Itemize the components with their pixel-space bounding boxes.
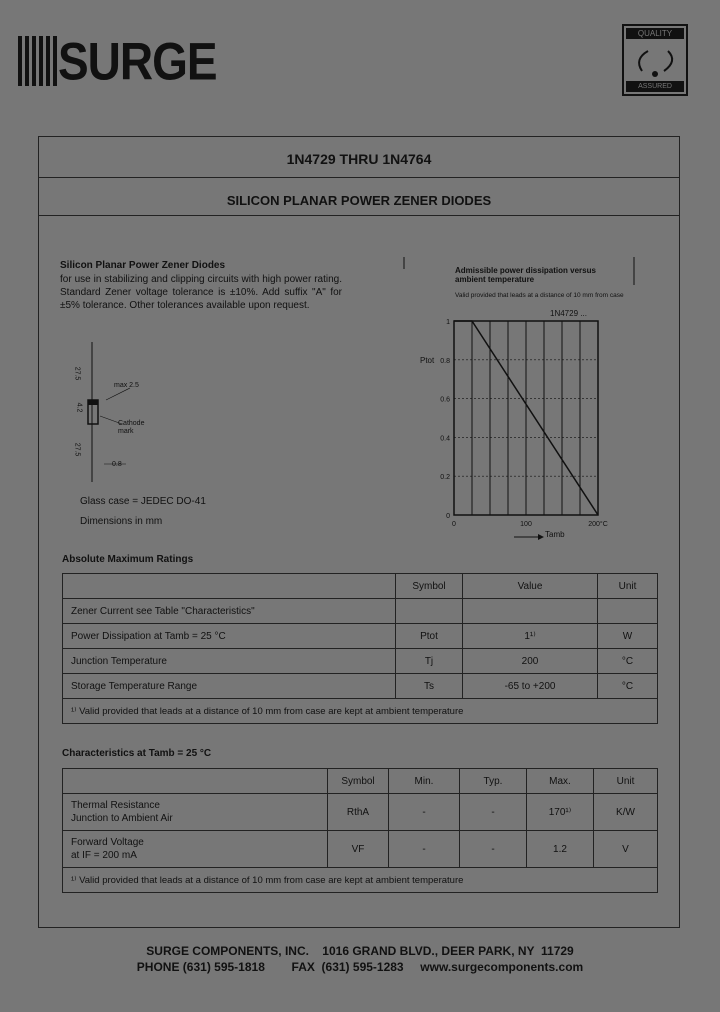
y-tick-label: 1 xyxy=(446,319,450,326)
header-cell: Symbol xyxy=(328,769,389,794)
table-row xyxy=(63,831,658,868)
table-note-row xyxy=(63,699,658,724)
table-header-row xyxy=(63,769,658,794)
pkg-label-lead-bottom: 27.5 xyxy=(73,442,81,457)
table-cell: °C xyxy=(598,674,658,699)
table-cell: - xyxy=(460,831,527,868)
param-condition: Junction to Ambient Air xyxy=(71,813,173,824)
graph-title: Admissible power dissipation versus ambient temperature xyxy=(455,266,596,284)
characteristics-table xyxy=(62,768,658,893)
footer-address: SURGE COMPONENTS, INC. 1016 GRAND BLVD., DEER PARK, NY 11729 xyxy=(146,944,574,958)
table-cell: RthA xyxy=(328,794,389,831)
ratings-heading: Absolute Maximum Ratings xyxy=(62,554,194,565)
table-row xyxy=(63,649,658,674)
table-cell: Ts xyxy=(396,674,463,699)
graph-series-label: 1N4729 ... xyxy=(550,309,587,318)
table-cell xyxy=(598,599,658,624)
power-derating-chart xyxy=(402,255,642,555)
table-cell: -65 to +200 xyxy=(463,674,598,699)
table-cell xyxy=(63,831,328,868)
description-text: for use in stabilizing and clipping circuits with high power rating. Standard Zener voltage tolerance is ±10%. Add suffix "A" for ±5% tolerance. Other tolerances available upon request. xyxy=(60,274,342,311)
x-tick-label: 0 xyxy=(452,521,456,528)
table-cell: - xyxy=(389,794,460,831)
pkg-label-lead: 0.8 xyxy=(112,461,122,468)
badge-top-text: QUALITY xyxy=(626,28,684,39)
graph-ylabel: Ptot xyxy=(420,356,435,365)
table-cell: VF xyxy=(328,831,389,868)
table-cell: - xyxy=(389,831,460,868)
table-cell xyxy=(396,599,463,624)
header-cell xyxy=(63,574,396,599)
table-row xyxy=(63,674,658,699)
table-cell: Zener Current see Table "Characteristics" xyxy=(63,599,396,624)
pkg-label-diameter: max 2.5 xyxy=(114,382,139,389)
quality-badge xyxy=(622,24,688,96)
footer-contact: PHONE (631) 595-1818 FAX (631) 595-1283 www.surgecomponents.com xyxy=(136,960,584,974)
header-cell: Value xyxy=(463,574,598,599)
badge-bottom-text: ASSURED xyxy=(626,81,684,92)
table-cell xyxy=(463,599,598,624)
table-row xyxy=(63,599,658,624)
header-cell: Unit xyxy=(598,574,658,599)
header-cell: Typ. xyxy=(460,769,527,794)
table-cell: V xyxy=(594,831,658,868)
x-tick-label: 100 xyxy=(520,521,532,528)
y-tick-label: 0.4 xyxy=(440,435,450,443)
pkg-label-cathode: Cathode mark xyxy=(118,420,145,435)
table-cell xyxy=(63,794,328,831)
header-cell xyxy=(63,769,328,794)
table-note: ¹⁾ Valid provided that leads at a distance of 10 mm from case are kept at ambient temperature xyxy=(63,868,658,893)
graph-xlabel: Tamb xyxy=(545,530,565,539)
table-cell: W xyxy=(598,624,658,649)
x-tick-label: 200°C xyxy=(588,521,608,528)
header-cell: Max. xyxy=(527,769,594,794)
table-row xyxy=(63,624,658,649)
title-box xyxy=(38,136,680,216)
product-title: SILICON PLANAR POWER ZENER DIODES xyxy=(226,193,492,208)
table-cell: 1¹⁾ xyxy=(463,624,598,649)
pkg-label-lead-top: 27.5 xyxy=(73,366,81,381)
y-tick-label: 0 xyxy=(446,513,450,520)
param-condition: at IF = 200 mA xyxy=(71,850,137,861)
header-cell: Unit xyxy=(594,769,658,794)
table-cell: Power Dissipation at Tamb = 25 °C xyxy=(63,624,396,649)
badge-emblem-icon xyxy=(624,41,686,81)
glass-case-label: Glass case = JEDEC DO-41 xyxy=(80,496,206,507)
part-range-title: 1N4729 THRU 1N4764 xyxy=(286,151,432,167)
x-axis-arrowhead xyxy=(538,534,544,540)
header-cell: Symbol xyxy=(396,574,463,599)
table-header-row xyxy=(63,574,658,599)
table-cell: 200 xyxy=(463,649,598,674)
table-cell: K/W xyxy=(594,794,658,831)
y-tick-label: 0.2 xyxy=(440,474,450,482)
company-logo: SURGE xyxy=(58,31,217,91)
characteristics-heading: Characteristics at Tamb = 25 °C xyxy=(62,748,212,759)
graph-subtitle: Valid provided that leads at a distance of 10 mm from case xyxy=(455,292,624,299)
table-cell: - xyxy=(460,794,527,831)
table-note-row xyxy=(63,868,658,893)
y-tick-label: 0.6 xyxy=(440,396,450,404)
table-row xyxy=(63,794,658,831)
param-name: Forward Voltage xyxy=(71,837,144,848)
table-cell: Storage Temperature Range xyxy=(63,674,396,699)
table-cell: Junction Temperature xyxy=(63,649,396,674)
table-cell: °C xyxy=(598,649,658,674)
description-heading: Silicon Planar Power Zener Diodes xyxy=(60,260,226,271)
param-name: Thermal Resistance xyxy=(71,800,160,811)
y-tick-label: 0.8 xyxy=(440,357,450,365)
ratings-table xyxy=(62,573,658,724)
header-cell: Min. xyxy=(389,769,460,794)
table-cell: 1.2 xyxy=(527,831,594,868)
table-cell: Tj xyxy=(396,649,463,674)
table-cell: Ptot xyxy=(396,624,463,649)
table-note: ¹⁾ Valid provided that leads at a distance of 10 mm from case are kept at ambient temperature xyxy=(63,699,658,724)
dimensions-label: Dimensions in mm xyxy=(80,516,163,527)
table-cell: 170¹⁾ xyxy=(527,794,594,831)
pkg-label-body: 4.2 xyxy=(75,402,83,413)
